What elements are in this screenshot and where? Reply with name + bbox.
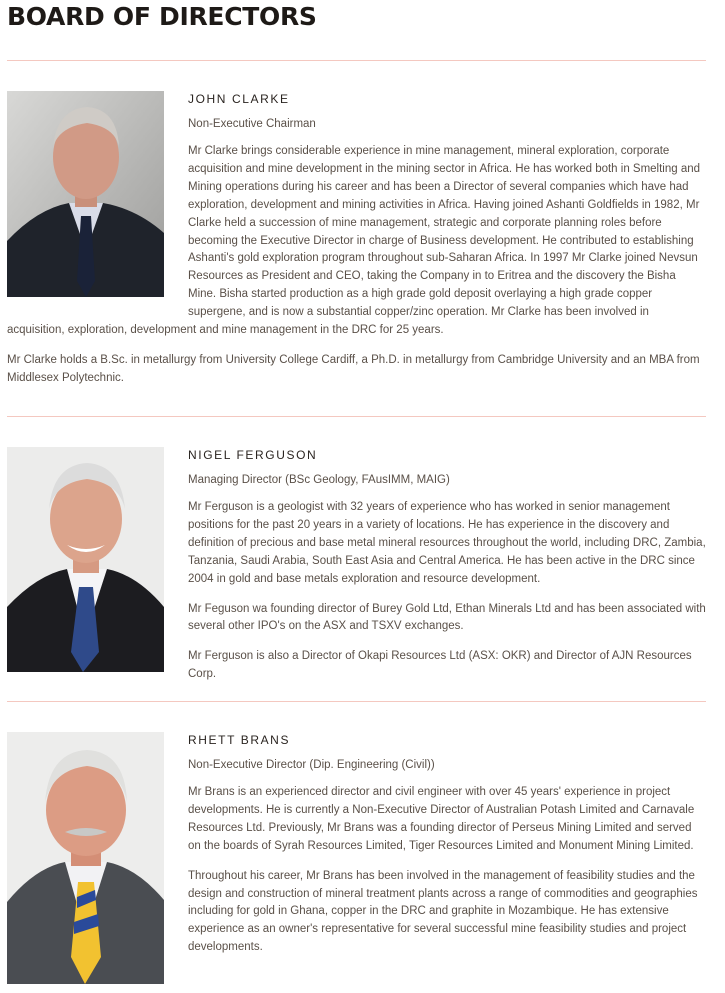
portrait-image [7, 732, 164, 984]
director-card-nigel-ferguson [7, 447, 707, 696]
director-bio: Mr Ferguson is also a Director of Okapi Resources Ltd (ASX: OKR) and Director of AJN Resources Corp. [188, 650, 692, 681]
director-role: Non-Executive Director (Dip. Engineering (Civil)) [188, 759, 435, 771]
director-bio: Throughout his career, Mr Brans has been involved in the management of feasibility studies and the design and construction of mineral treatment plants across a range of commodities and geographies including for gold in Ghana, copper in the DRC and graphite in Mozambique. He has extensive experience as an owner's representative for several successful mine feasibility studies and project developments. [188, 869, 698, 954]
director-bio: Mr Clarke holds a B.Sc. in metallurgy from University College Cardiff, a Ph.D. in metallurgy from Cambridge University and an MBA from Middlesex Polytechnic. [7, 353, 700, 384]
director-bio: Mr Brans is an experienced director and civil engineer with over 45 years' experience in project developments. He is currently a Non-Executive Director of Australian Potash Limited and Carnavale Resources Ltd. Previously, Mr Brans was a founding director of Perseus Mining Limited and served on the boards of Syrah Resources Limited, Tiger Resources Limited and Monument Mining Limited. [188, 786, 695, 852]
director-photo [7, 447, 164, 672]
page-title: BOARD OF DIRECTORS [7, 2, 317, 31]
portrait-image [7, 447, 164, 672]
divider [7, 416, 706, 417]
director-bio: Mr Ferguson is a geologist with 32 years of experience who has worked in senior management positions for the past 20 years in a variety of locations. He has experience in the discovery and definition of precious and base metal mineral resources throughout the world, including DRC, Zambia, Tanzania, Saudi Arabia, South East Asia and Central America. He has been active in the DRC since 2004 in gold and base metals exploration and resource development. [188, 501, 706, 585]
director-card-john-clarke [7, 91, 707, 400]
divider [7, 701, 706, 702]
director-bio: Mr Clarke brings considerable experience in mine management, mineral exploration, corporate acquisition and mine development in the mining sector in Africa. He has worked both in Smelting and Mining operations during his career and has been a Director of several companies which have had exploration, development and mining activities in Africa. Having joined Ashanti Goldfields in 1982, Mr Clarke held a succession of mine management, strategic and corporate planning roles before becoming the Executive Director in charge of Business development. He contributed to establishing Ashanti's gold exploration program throughout sub-Saharan Africa. In 1997 Mr Clarke joined Nevsun Resources as President and CEO, taking the Company in to Eritrea and the discovery the Bisha Mine. Bisha started production as a high grade gold deposit overlaying a high grade copper supergene, and is now a substantial copper/zinc operation. Mr Clarke has been involved in acquisition, exploration, development and mine management in the DRC for 25 years. [7, 145, 701, 337]
divider [7, 60, 706, 61]
director-role: Non-Executive Chairman [188, 118, 316, 130]
director-name: JOHN CLARKE [188, 92, 290, 106]
director-card-rhett-brans [7, 732, 707, 992]
director-bio: Mr Feguson wa founding director of Burey Gold Ltd, Ethan Minerals Ltd and has been associated with several other IPO's on the ASX and TSXV exchanges. [188, 602, 706, 633]
director-name: RHETT BRANS [188, 733, 291, 747]
director-role: Managing Director (BSc Geology, FAusIMM, MAIG) [188, 474, 450, 486]
director-photo [7, 91, 164, 297]
portrait-image [7, 91, 164, 297]
director-photo [7, 732, 164, 984]
director-name: NIGEL FERGUSON [188, 448, 318, 462]
